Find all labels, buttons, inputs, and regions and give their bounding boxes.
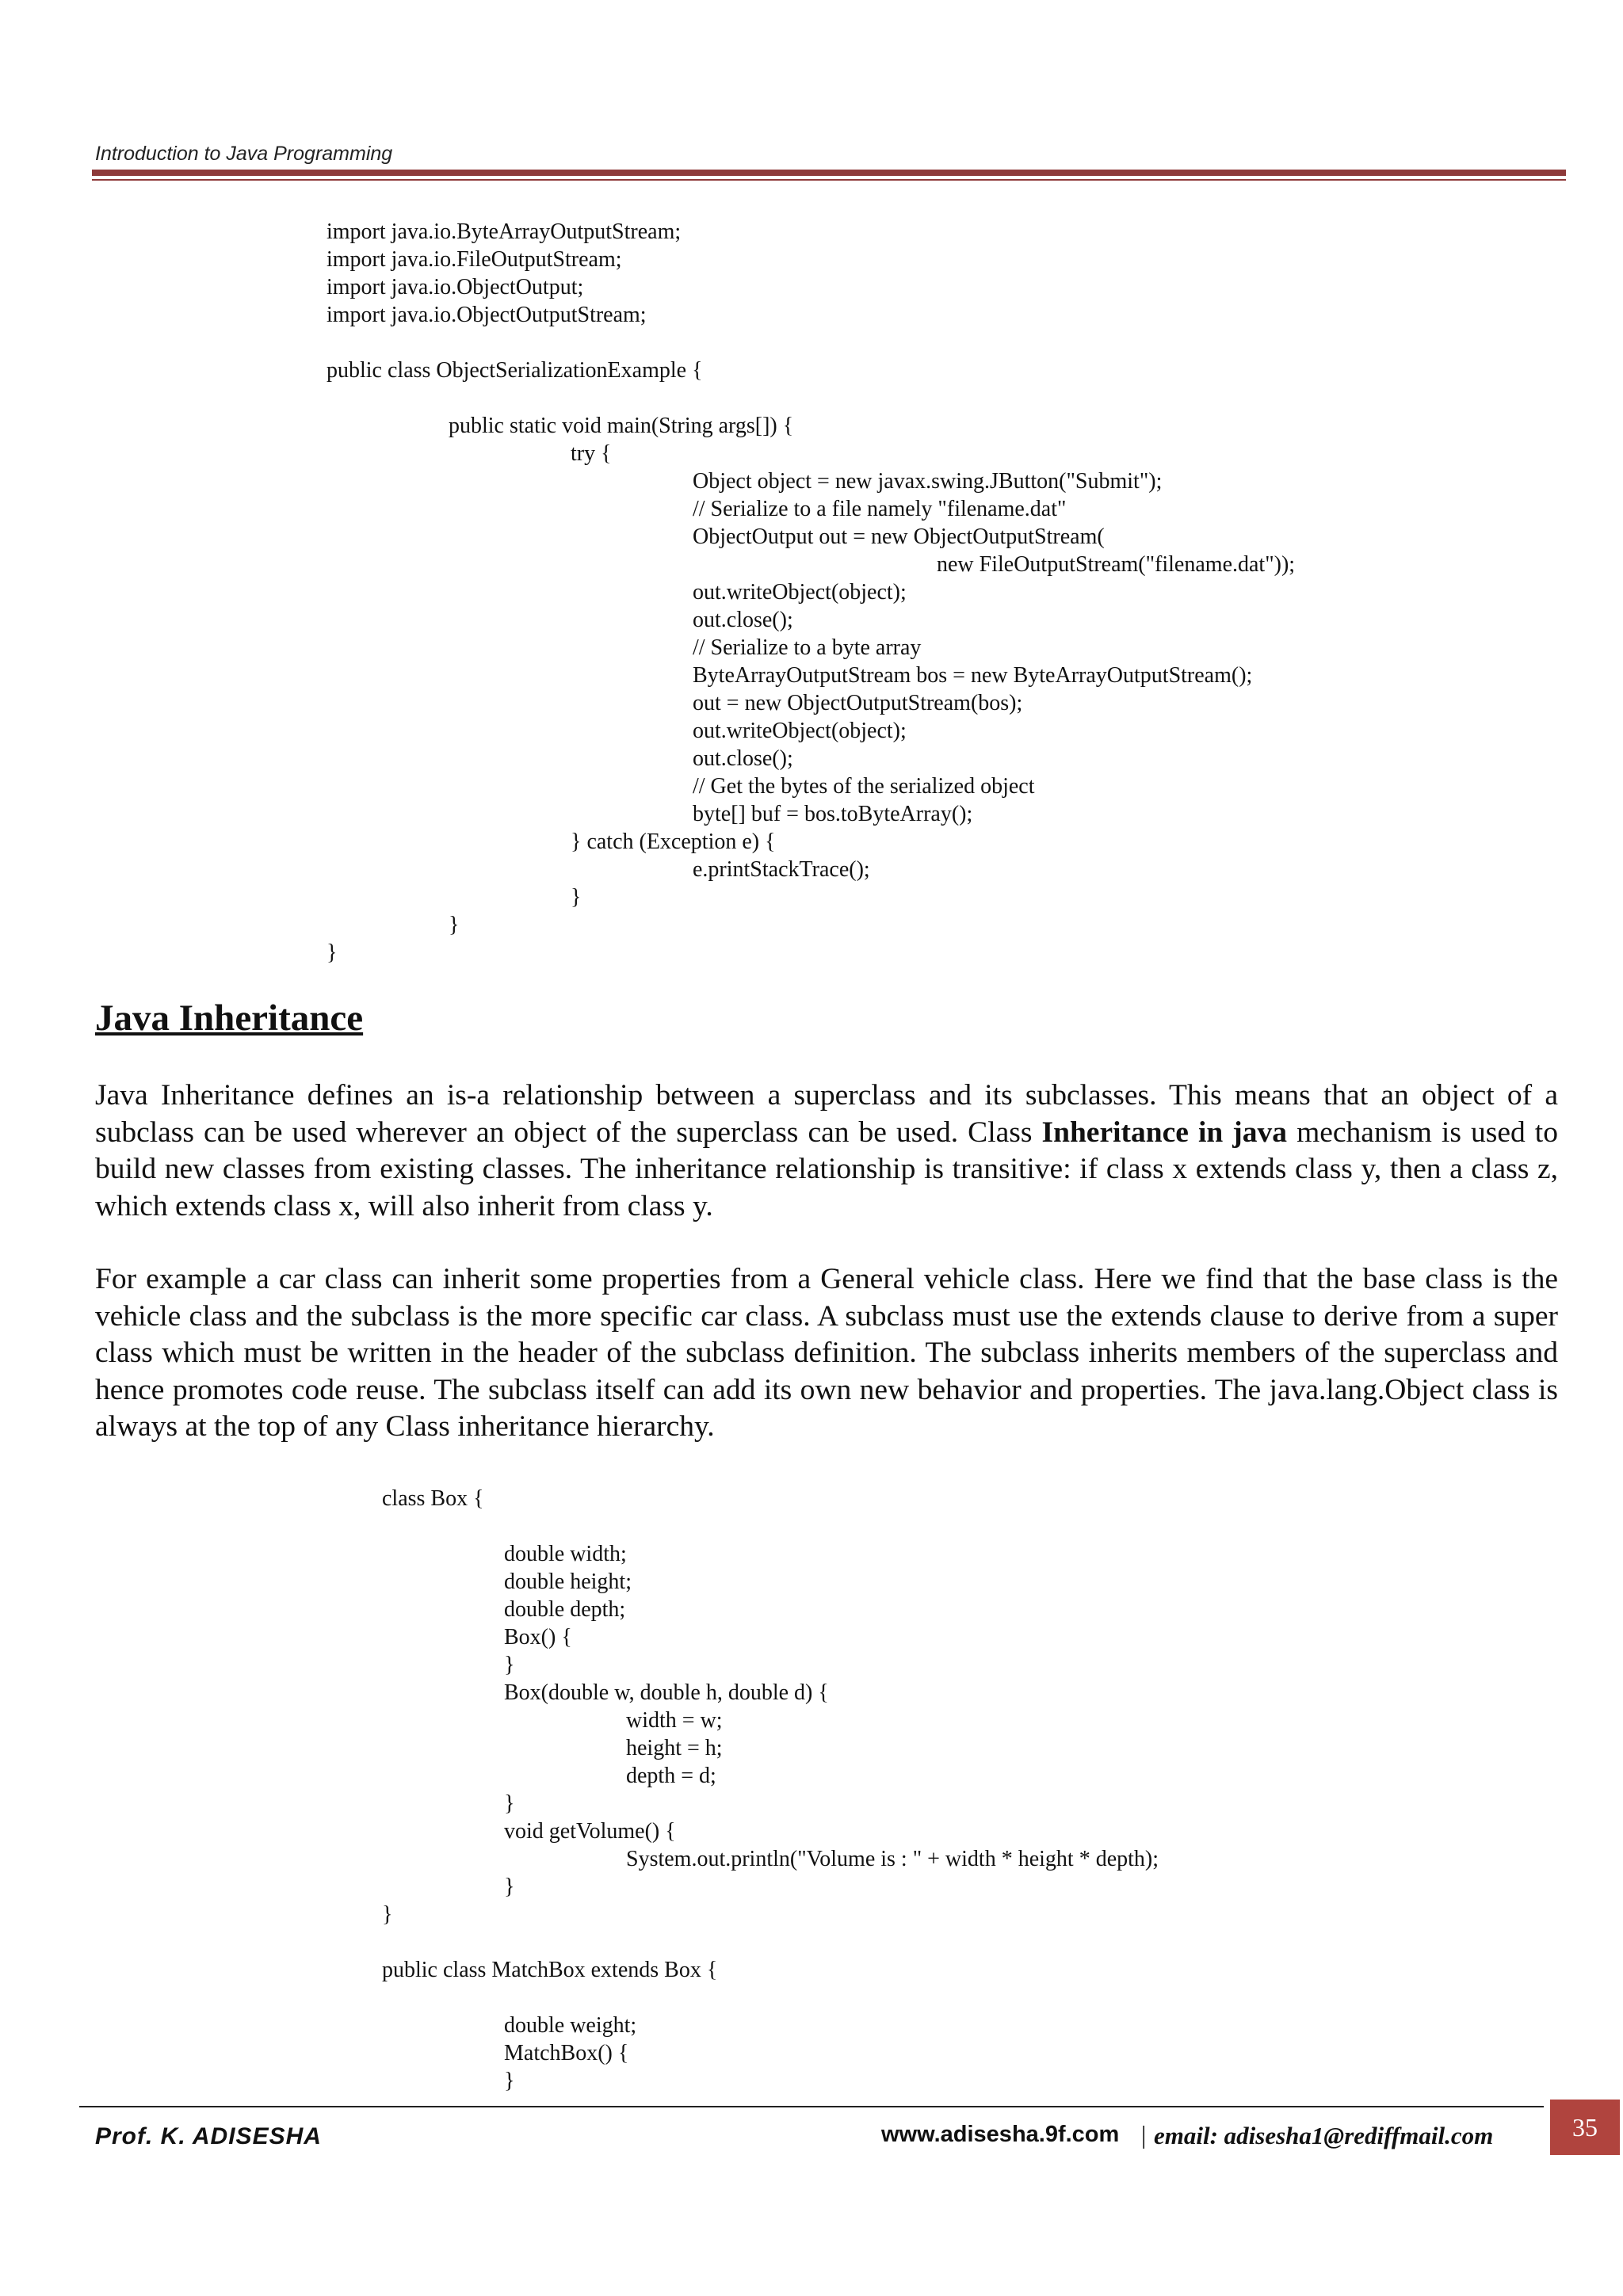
footer-separator: | (1141, 2120, 1147, 2149)
code-line: // Serialize to a file namely "filename.dat" (693, 497, 1067, 521)
code-line: import java.io.ObjectOutputStream; (327, 303, 647, 327)
code-block-box (382, 1485, 1159, 2095)
code-line: class Box { (382, 1486, 484, 1511)
footer-email: email: adisesha1@rediffmail.com (1154, 2122, 1494, 2149)
code-line: width = w; (626, 1708, 723, 1733)
code-line: } catch (Exception e) { (571, 830, 776, 854)
code-line: System.out.println("Volume is : " + width * height * depth); (626, 1847, 1159, 1871)
header-rule-thin (92, 179, 1566, 181)
header-rule-thick (92, 170, 1566, 176)
footer-author: Prof. K. ADISESHA (95, 2123, 322, 2149)
code-line: } (327, 940, 338, 965)
code-line: Object object = new javax.swing.JButton("Submit"); (693, 469, 1163, 494)
section-heading: Java Inheritance (95, 997, 364, 1039)
code-line: import java.io.ByteArrayOutputStream; (327, 219, 682, 244)
code-line: out.writeObject(object); (693, 719, 907, 743)
code-line: } (449, 913, 460, 937)
code-line: Box() { (504, 1625, 572, 1650)
code-line: public class MatchBox extends Box { (382, 1958, 718, 1982)
code-line: byte[] buf = bos.toByteArray(); (693, 802, 973, 826)
code-line: double height; (504, 1569, 632, 1594)
code-line: public static void main(String args[]) { (449, 414, 794, 438)
code-line: // Serialize to a byte array (693, 635, 922, 660)
paragraph-text: mechanism is used to build new classes from existing classes. The inheritance relationship is transitive: if class x extends class y, then a class z, which extends class x, will also inherit from class y. (95, 1116, 1558, 1222)
code-line: } (504, 2069, 515, 2093)
code-line (382, 1512, 1159, 1540)
code-line (382, 1928, 1159, 1956)
code-line: ObjectOutput out = new ObjectOutputStream( (693, 524, 1105, 549)
code-line: } (571, 885, 582, 910)
code-line: } (382, 1902, 393, 1927)
code-line: ByteArrayOutputStream bos = new ByteArrayOutputStream(); (693, 663, 1253, 688)
code-line: MatchBox() { (504, 2041, 629, 2065)
paragraph-inheritance-example: For example a car class can inherit some properties from a General vehicle class. Here we find that the base class is the vehicle class and the subclass is the more specific car class. A subclass must use the extends clause to derive from a super class which must be written in the header of the subclass definition. The subclass inherits members of the superclass and hence promotes code reuse. The subclass itself can add its own new behavior and properties. The java.lang.Object class is always at the top of any Class inheritance hierarchy. (95, 1263, 1558, 1443)
code-line: depth = d; (626, 1764, 716, 1788)
code-line: import java.io.ObjectOutput; (327, 275, 584, 299)
code-line: } (504, 1653, 515, 1677)
code-line: import java.io.FileOutputStream; (327, 247, 622, 272)
footer-rule (79, 2106, 1544, 2107)
code-block-serialization (327, 218, 1295, 967)
code-line: try { (571, 441, 612, 466)
page-number: 35 (1550, 2100, 1620, 2155)
code-line (382, 1984, 1159, 2012)
header-title: Introduction to Java Programming (95, 143, 393, 165)
footer-website: www.adisesha.9f.com (881, 2122, 1120, 2147)
bold-term: Inheritance in java (1041, 1116, 1288, 1149)
code-line: Box(double w, double h, double d) { (504, 1680, 829, 1705)
code-line: public class ObjectSerializationExample { (327, 358, 703, 383)
code-line: // Get the bytes of the serialized object (693, 774, 1035, 799)
code-line: out.close(); (693, 746, 793, 771)
code-line: out.close(); (693, 608, 793, 632)
paragraph-inheritance-definition (95, 1077, 1558, 1225)
code-line (327, 329, 1295, 357)
paragraph-text: Java Inheritance defines an is-a relationship between a superclass and its subclasses. This means that an object of a subclass can be used wherever an object of the superclass can be used. Class (95, 1079, 1558, 1149)
code-line: out = new ObjectOutputStream(bos); (693, 691, 1023, 715)
code-line: } (504, 1791, 515, 1816)
code-line: } (504, 1875, 515, 1899)
code-line: new FileOutputStream("filename.dat")); (937, 552, 1296, 577)
code-line: double weight; (504, 2013, 637, 2038)
code-line: double width; (504, 1542, 627, 1566)
code-line: e.printStackTrace(); (693, 857, 870, 882)
code-line: double depth; (504, 1597, 626, 1622)
code-line: height = h; (626, 1736, 723, 1760)
code-line: out.writeObject(object); (693, 580, 907, 605)
code-line: void getVolume() { (504, 1819, 676, 1844)
code-line (327, 384, 1295, 412)
